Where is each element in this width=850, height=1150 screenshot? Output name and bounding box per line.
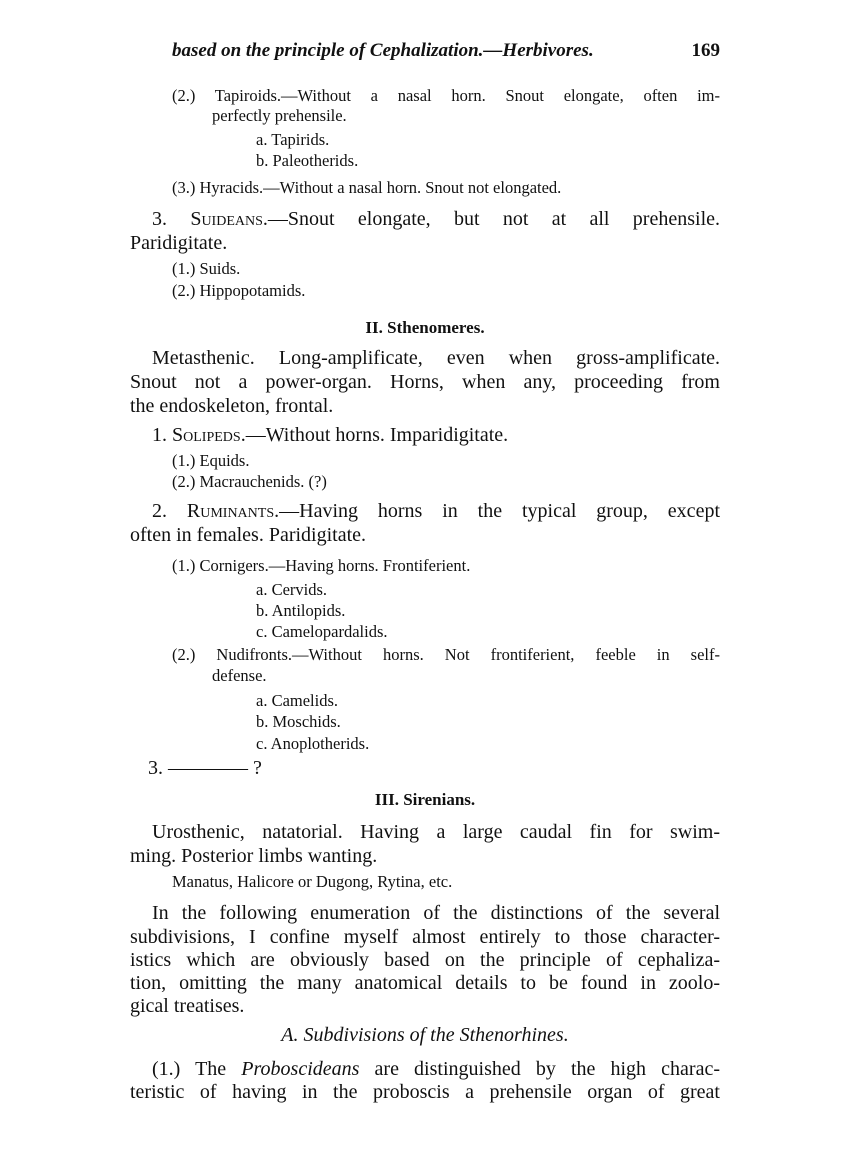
list-item: (1.) Equids. bbox=[172, 451, 250, 470]
text-line: teristic of having in the proboscis a prehensile organ of great bbox=[130, 1081, 720, 1103]
list-item: (3.) Hyracids.—Without a nasal horn. Snout not elongated. bbox=[172, 178, 562, 197]
group-name: Proboscideans bbox=[241, 1058, 360, 1080]
text-line: Urosthenic, natatorial. Having a large caudal fin for swim- bbox=[152, 821, 720, 843]
running-header bbox=[172, 40, 720, 66]
section-heading: III. Sirenians. bbox=[374, 790, 476, 809]
text-line: defense. bbox=[212, 666, 267, 685]
text-line: Snout not a power-organ. Horns, when any, proceeding from bbox=[130, 371, 720, 393]
list-item: c. Camelopardalids. bbox=[256, 622, 388, 641]
list-item: a. Tapirids. bbox=[256, 130, 330, 149]
text-line: In the following enumeration of the distinctions of the several bbox=[152, 902, 720, 924]
subsection-heading: A. Subdivisions of the Sthenorhines. bbox=[281, 1024, 569, 1046]
list-item: (2.) Nudifronts.—Without horns. Not frontiferient, feeble in self- bbox=[172, 645, 720, 664]
group-name: Solipeds bbox=[172, 424, 241, 446]
text-line: ming. Posterior limbs wanting. bbox=[130, 845, 378, 867]
text-line: gical treatises. bbox=[130, 995, 245, 1017]
list-item: b. Antilopids. bbox=[256, 601, 346, 620]
list-item: (2.) Macrauchenids. (?) bbox=[172, 472, 327, 491]
list-item: b. Moschids. bbox=[256, 712, 341, 731]
text-line: tion, omitting the many anatomical details to be found in zoolo- bbox=[130, 972, 720, 994]
list-item: c. Anoplotherids. bbox=[256, 734, 370, 753]
running-title: based on the principle of Cephalization.—Herbivores. bbox=[172, 40, 594, 61]
list-item: a. Camelids. bbox=[256, 691, 339, 710]
list-item: b. Paleotherids. bbox=[256, 151, 359, 170]
text-line: 3. Suideans.—Snout elongate, but not at all prehensile. bbox=[152, 208, 720, 230]
text-line: the endoskeleton, frontal. bbox=[130, 395, 334, 417]
group-name: Ruminants bbox=[186, 500, 275, 522]
text-line: Metasthenic. Long-amplificate, even when gross-amplificate. bbox=[152, 347, 720, 369]
list-item: a. Cervids. bbox=[256, 580, 328, 599]
text-line: 3. ———— ? bbox=[148, 757, 262, 779]
text-line: 2. Ruminants.—Having horns in the typical group, except bbox=[152, 500, 720, 522]
text-line: istics which are obviously based on the principle of cephaliza- bbox=[130, 949, 720, 971]
list-item: (1.) Suids. bbox=[172, 259, 241, 278]
group-name: Suideans bbox=[190, 208, 263, 230]
section-heading: II. Sthenomeres. bbox=[365, 318, 485, 337]
text-line: perfectly prehensile. bbox=[212, 106, 347, 125]
page-number: 169 bbox=[691, 40, 720, 61]
text-line: often in females. Paridigitate. bbox=[130, 524, 367, 546]
text-line: Paridigitate. bbox=[130, 232, 228, 254]
list-item: (1.) Cornigers.—Having horns. Frontiferient. bbox=[172, 556, 471, 575]
list-item: (2.) Hippopotamids. bbox=[172, 281, 306, 300]
text-line: 1. Solipeds.—Without horns. Imparidigitate. bbox=[152, 424, 509, 446]
text-line: (2.) Tapiroids.—Without a nasal horn. Snout elongate, often im- bbox=[172, 86, 720, 105]
text-line: subdivisions, I confine myself almost entirely to those character- bbox=[130, 926, 720, 948]
text-line: (1.) The Proboscideans are distinguished by the high charac- bbox=[152, 1058, 720, 1080]
text-line: Manatus, Halicore or Dugong, Rytina, etc. bbox=[172, 872, 453, 891]
